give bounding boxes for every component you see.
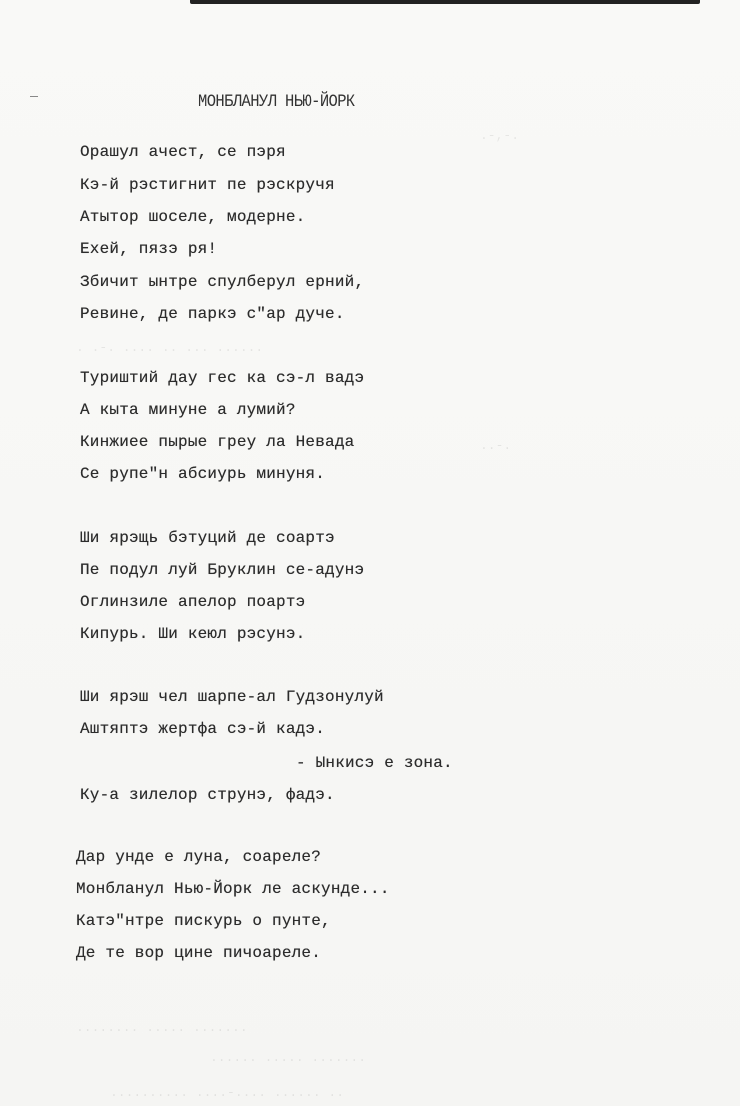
poem-line: Атытор шоселе, модерне. (80, 208, 306, 226)
poem-line: Монбланул Нью-Йорк ле аскунде... (76, 880, 390, 898)
poem-line: Пе подул луй Бруклин се-адунэ (80, 561, 365, 579)
poem-line: - Ынкисэ е зона. (296, 754, 453, 772)
poem-line: Ревине, де паркэ с"ар дуче. (80, 305, 345, 323)
poem-line: Кэ-й рэстигнит пе рэскручя (80, 176, 335, 194)
poem-line: А кыта минуне а лумий? (80, 401, 296, 419)
poem-line: Ехей, пязэ ря! (80, 240, 218, 258)
poem-line: Туриштий дау гес ка сэ-л вадэ (80, 369, 365, 387)
poem-line: Кинжиее пырые греу ла Невада (80, 433, 355, 451)
poem-line: Катэ"нтре пискурь о пунте, (76, 912, 331, 930)
poem-line: Кипурь. Ши кеюл рэсунэ. (80, 625, 306, 643)
poem-line: Збичит ынтре спулберул ерний, (80, 273, 365, 291)
document-page: . .-. .... .. ... ...... .-,-. ..-. ........ ..... ....... ...... ..... ....... .......... ....-.... ...... .. МОНБЛАНУЛ НЬЮ-ЙОРК Орашул ачест, се пэря Кэ-й рэстигнит пе рэскручя Атытор шоселе, модерне. Ехей, пязэ ря! Збичит ынтре спулберул ерний, Ревине, де паркэ с"ар дуче. Туриштий дау гес ка сэ-л вадэ А кыта минуне а лумий? Кинжиее пырые греу ла Невада Се рупе"н абсиурь минуня. Ши ярэщь бэтуций де соартэ Пе подул луй Бруклин се-адунэ Оглинзиле апелор поартэ Кипурь. Ши кеюл рэсунэ. Ши ярэш чел шарпе-ал Гудзонулуй Аштяптэ жертфа сэ-й кадэ. - Ынкисэ е зона. Ку-а зилелор струнэ, фадэ. Дар унде е луна, соареле? Монбланул Нью-Йорк ле аскунде... Катэ"нтре пискурь о пунте, Де те вор цине пичоареле. (0, 0, 740, 1106)
page-top-edge (190, 0, 700, 4)
poem-line: Дар унде е луна, соареле? (76, 848, 322, 866)
poem-line: Ши ярэш чел шарпе-ал Гудзонулуй (80, 688, 384, 706)
poem-line: Оглинзиле апелор поартэ (80, 593, 306, 611)
poem-line: Аштяптэ жертфа сэ-й кадэ. (80, 720, 326, 738)
margin-mark (30, 96, 38, 97)
poem-line: Ку-а зилелор струнэ, фадэ. (80, 786, 335, 804)
poem-line: Де те вор цине пичоареле. (76, 944, 322, 962)
poem-line: Орашул ачест, се пэря (80, 143, 286, 161)
poem-title: МОНБЛАНУЛ НЬЮ-ЙОРК (198, 91, 355, 112)
poem-line: Се рупе"н абсиурь минуня. (80, 465, 326, 483)
poem-line: Ши ярэщь бэтуций де соартэ (80, 529, 335, 547)
